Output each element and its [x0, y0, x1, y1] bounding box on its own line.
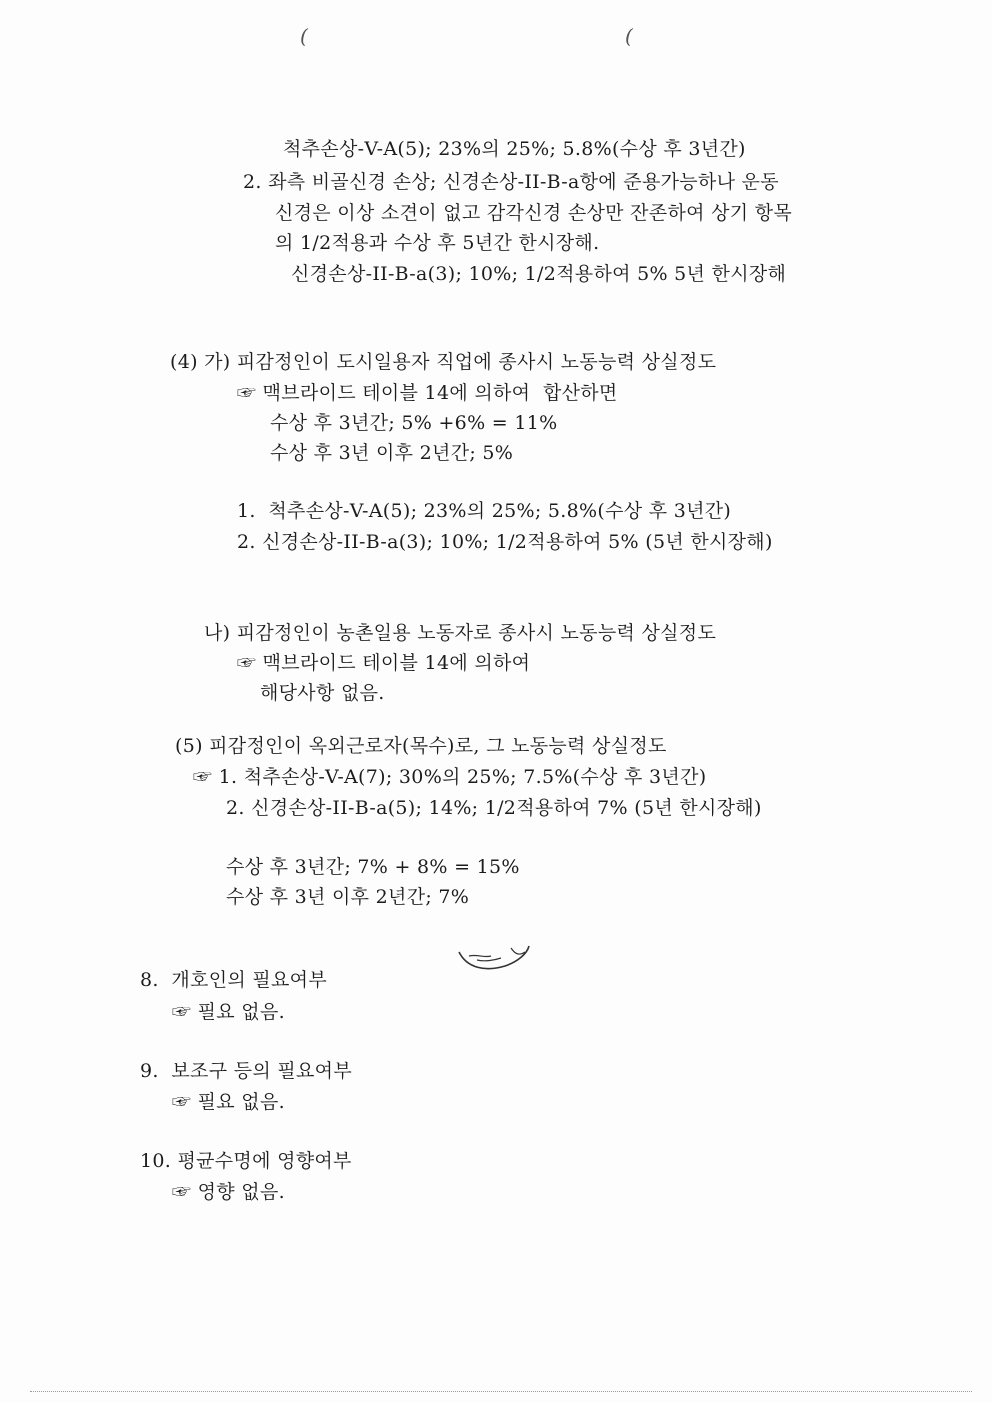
- signature-mark: [455, 938, 535, 978]
- section4-a-note: ☞ 맥브라이드 테이블 14에 의하여 합산하면: [237, 382, 618, 404]
- section5-item1: ☞ 1. 척추손상-V-A(7); 30%의 25%; 7.5%(수상 후 3년간): [193, 766, 707, 788]
- section4-b-note: ☞ 맥브라이드 테이블 14에 의하여: [237, 652, 531, 674]
- spinal-injury-line: 척추손상-V-A(5); 23%의 25%; 5.8%(수상 후 3년간): [283, 138, 746, 160]
- section4-b-heading: 나) 피감정인이 농촌일용 노동자로 종사시 노동능력 상실정도: [204, 622, 717, 644]
- item2-line2: 신경은 이상 소견이 없고 감각신경 손상만 잔존하여 상기 항목: [275, 202, 793, 224]
- item2-line3: 의 1/2적용과 수상 후 5년간 한시장해.: [275, 232, 600, 254]
- item2-line4: 신경손상-II-B-a(3); 10%; 1/2적용하여 5% 5년 한시장해: [291, 263, 787, 285]
- section4-b-result: 해당사항 없음.: [260, 682, 385, 704]
- section8-heading: 8. 개호인의 필요여부: [140, 969, 327, 991]
- section4-a-item2: 2. 신경손상-II-B-a(3); 10%; 1/2적용하여 5% (5년 한시장해): [237, 531, 773, 553]
- scan-mark-left: (: [300, 24, 308, 48]
- section5-sum1: 수상 후 3년간; 7% + 8% = 15%: [226, 856, 520, 878]
- scan-mark-right: (: [625, 24, 633, 48]
- section4-a-item1: 1. 척추손상-V-A(5); 23%의 25%; 5.8%(수상 후 3년간): [237, 500, 732, 522]
- section8-answer: ☞ 필요 없음.: [172, 1001, 285, 1023]
- section4-a-sum2: 수상 후 3년 이후 2년간; 5%: [270, 442, 514, 464]
- section5-sum2: 수상 후 3년 이후 2년간; 7%: [226, 886, 470, 908]
- section4-a-sum1: 수상 후 3년간; 5% +6% = 11%: [270, 412, 558, 434]
- section4-a-heading: (4) 가) 피감정인이 도시일용자 직업에 종사시 노동능력 상실정도: [170, 351, 717, 373]
- section5-item2: 2. 신경손상-II-B-a(5); 14%; 1/2적용하여 7% (5년 한시장해): [226, 797, 762, 819]
- section9-answer: ☞ 필요 없음.: [172, 1091, 285, 1113]
- section5-heading: (5) 피감정인이 옥외근로자(목수)로, 그 노동능력 상실정도: [175, 735, 667, 757]
- section10-answer: ☞ 영향 없음.: [172, 1181, 285, 1203]
- section9-heading: 9. 보조구 등의 필요여부: [140, 1060, 352, 1082]
- scan-edge-line: [30, 1391, 972, 1392]
- item2-line1: 2. 좌측 비골신경 손상; 신경손상-II-B-a항에 준용가능하나 운동: [243, 171, 779, 193]
- section10-heading: 10. 평균수명에 영향여부: [140, 1150, 352, 1172]
